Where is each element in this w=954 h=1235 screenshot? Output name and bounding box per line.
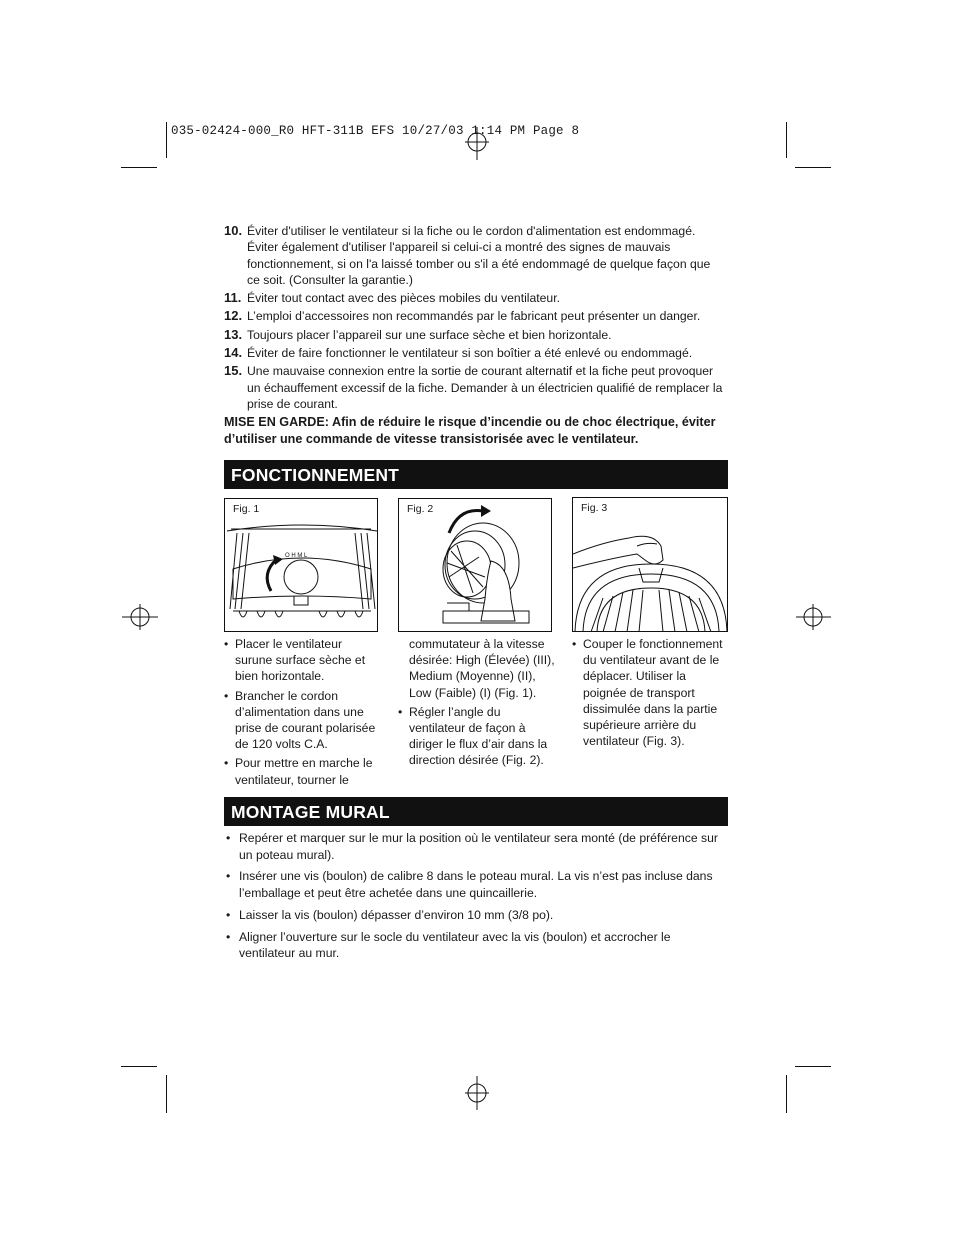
safety-item-11: 11. Éviter tout contact avec des pièces mobiles du ventilateur. — [224, 290, 560, 306]
warning-text: MISE EN GARDE: Afin de réduire le risque d’incendie ou de choc électrique, éviter d’utiliser une commande de vitesse transistorisée avec le ventilateur. — [224, 415, 716, 446]
figure-3 — [572, 497, 728, 632]
section-title-montage-mural: MONTAGE MURAL — [224, 797, 728, 826]
figure-1 — [224, 498, 378, 632]
fan-tilt-illustration — [399, 499, 552, 632]
safety-list — [224, 223, 724, 447]
safety-item-10: 10. Éviter d'utiliser le ventilateur si la fiche ou le cordon d'alimentation est endommagé. Éviter également d'utiliser l'appareil si celui-ci a montré des signes de mauvais fonctionnement, si on l'a laissé tomber ou s'il a été endommagé de quelque façon que ce soit. (Consulter la garantie.) — [224, 223, 711, 287]
section-title-fonctionnement: FONCTIONNEMENT — [224, 460, 728, 489]
safety-item-15: 15. Une mauvaise connexion entre la sortie de courant alternatif et la fiche peut provoquer un échauffement excessif de la fiche. Demander à un électricien qualifié de remplacer la prise de courant. — [224, 363, 723, 411]
fan-control-dial-illustration — [225, 499, 378, 632]
safety-item-14: 14. Éviter de faire fonctionner le ventilateur si son boîtier a été enlevé ou endommagé. — [224, 345, 693, 361]
operation-column-3 — [572, 636, 726, 752]
figure-2 — [398, 498, 552, 632]
dial-speed-labels: O H M L — [285, 553, 308, 559]
figure-2-label: Fig. 2 — [407, 503, 434, 515]
list-item: • Laisser la vis (boulon) dépasser d’environ 10 mm (3/8 po). — [226, 907, 554, 922]
continued-text: commutateur à la vitesse désirée: High (Élevée) (III), Medium (Moyenne) (II), Low (Faible) (I) (Fig. 1). — [409, 637, 555, 700]
list-item: • Repérer et marquer sur le mur la position où le ventilateur sera monté (de préférence sur un poteau mural). — [226, 831, 718, 862]
safety-item-12: 12. L’emploi d’accessoires non recommandés par le fabricant peut présenter un danger. — [224, 308, 701, 324]
operation-column-2 — [398, 636, 556, 772]
list-item: • Pour mettre en marche le ventilateur, tourner le — [224, 756, 373, 787]
list-item: • Brancher le cordon d’alimentation dans une prise de courant polarisée de 120 volts C.A. — [224, 688, 376, 752]
fan-carry-handle-illustration — [573, 498, 728, 632]
list-item: • Couper le fonctionnement du ventilateur avant de le déplacer. Utiliser la poignée de transport dissimulée dans la partie supérieure arrière du ventilateur (Fig. 3). — [572, 637, 723, 749]
operation-column-1 — [224, 636, 378, 791]
list-item: • Régler l’angle du ventilateur de façon à diriger le flux d’air dans la direction désirée (Fig. 2). — [398, 704, 548, 768]
figure-3-label: Fig. 3 — [581, 502, 608, 514]
figure-1-label: Fig. 1 — [233, 503, 260, 515]
safety-item-13: 13. Toujours placer l’appareil sur une surface sèche et bien horizontale. — [224, 326, 612, 342]
wall-mount-list — [226, 830, 721, 967]
list-item: • Placer le ventilateur surune surface sèche et bien horizontale. — [224, 637, 366, 684]
list-item: • Insérer une vis (boulon) de calibre 8 dans le poteau mural. La vis n’est pas incluse dans l’emballage et peut être achetée dans une quincaillerie. — [226, 869, 713, 901]
list-item: • Aligner l’ouverture sur le socle du ventilateur avec la vis (boulon) et accrocher le ventilateur au mur. — [226, 929, 671, 961]
printer-slug: 035-02424-000_R0 HFT-311B EFS 10/27/03 1:14 PM Page 8 — [171, 124, 580, 138]
